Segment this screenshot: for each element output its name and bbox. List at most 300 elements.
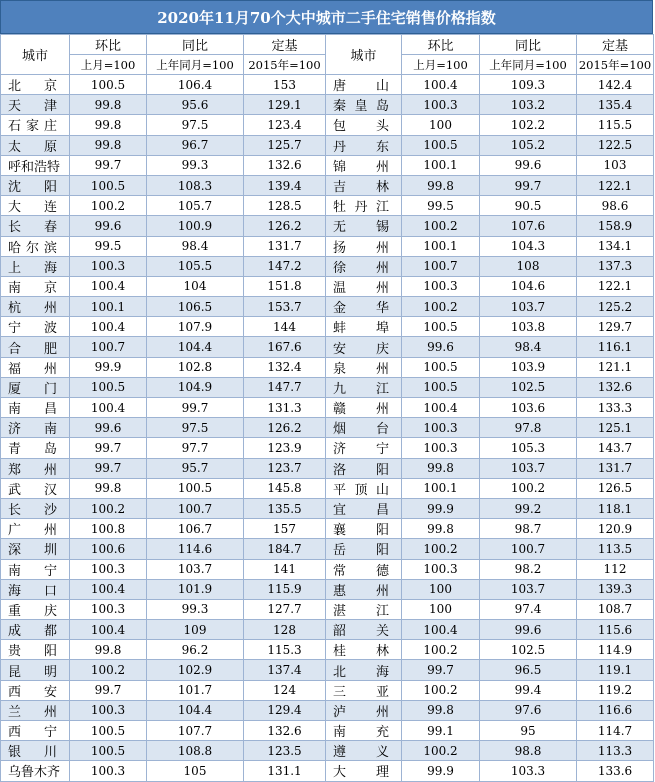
cell-base-right: 143.7 [577, 438, 654, 458]
cell-yoy-left: 104.4 [147, 700, 244, 720]
header-mom-left: 环比 [70, 35, 147, 55]
cell-yoy-right: 105.3 [480, 438, 577, 458]
cell-yoy-right: 100.7 [480, 539, 577, 559]
cell-mom-left: 100.2 [70, 660, 147, 680]
cell-yoy-left: 97.5 [147, 418, 244, 438]
cell-city-right: 襄阳 [326, 519, 402, 539]
cell-yoy-right: 98.7 [480, 519, 577, 539]
cell-city-left: 沈阳 [1, 175, 70, 195]
header-base-right: 定基 [577, 35, 654, 55]
cell-mom-left: 100.8 [70, 519, 147, 539]
cell-yoy-left: 100.7 [147, 498, 244, 518]
cell-city-right: 九江 [326, 377, 402, 397]
cell-city-right: 无锡 [326, 216, 402, 236]
cell-mom-right: 100 [402, 115, 480, 135]
cell-city-right: 安庆 [326, 337, 402, 357]
cell-base-left: 123.9 [244, 438, 326, 458]
cell-mom-left: 99.8 [70, 135, 147, 155]
price-index-table [0, 34, 654, 782]
cell-mom-right: 100.1 [402, 236, 480, 256]
cell-city-left: 大连 [1, 196, 70, 216]
cell-base-right: 115.5 [577, 115, 654, 135]
cell-yoy-right: 105.2 [480, 135, 577, 155]
cell-city-right: 南充 [326, 721, 402, 741]
cell-mom-right: 99.8 [402, 519, 480, 539]
cell-yoy-left: 109 [147, 620, 244, 640]
cell-yoy-right: 104.3 [480, 236, 577, 256]
cell-base-left: 129.4 [244, 700, 326, 720]
cell-base-left: 125.7 [244, 135, 326, 155]
cell-city-left: 宁波 [1, 317, 70, 337]
cell-city-right: 北海 [326, 660, 402, 680]
cell-yoy-right: 100.2 [480, 478, 577, 498]
cell-yoy-left: 99.3 [147, 599, 244, 619]
cell-base-left: 157 [244, 519, 326, 539]
cell-base-right: 114.9 [577, 640, 654, 660]
cell-yoy-right: 104.6 [480, 276, 577, 296]
table-row [1, 478, 654, 498]
cell-yoy-right: 107.6 [480, 216, 577, 236]
cell-mom-right: 100.2 [402, 680, 480, 700]
cell-base-right: 125.1 [577, 418, 654, 438]
cell-city-right: 扬州 [326, 236, 402, 256]
table-row [1, 498, 654, 518]
cell-mom-right: 100 [402, 599, 480, 619]
cell-yoy-right: 109.3 [480, 75, 577, 95]
cell-mom-right: 100.3 [402, 559, 480, 579]
header-mom-sub-right: 上月=100 [402, 55, 480, 75]
cell-base-right: 119.1 [577, 660, 654, 680]
table-row [1, 196, 654, 216]
cell-city-right: 遵义 [326, 741, 402, 761]
cell-mom-right: 99.8 [402, 700, 480, 720]
cell-base-right: 119.2 [577, 680, 654, 700]
cell-city-right: 桂林 [326, 640, 402, 660]
table-row [1, 721, 654, 741]
cell-city-right: 徐州 [326, 256, 402, 276]
table-row [1, 680, 654, 700]
cell-city-left: 上海 [1, 256, 70, 276]
cell-yoy-left: 105 [147, 761, 244, 781]
cell-mom-right: 100.7 [402, 256, 480, 276]
cell-base-right: 135.4 [577, 95, 654, 115]
cell-base-right: 113.3 [577, 741, 654, 761]
cell-yoy-left: 114.6 [147, 539, 244, 559]
cell-yoy-left: 104.4 [147, 337, 244, 357]
cell-mom-left: 99.8 [70, 115, 147, 135]
cell-mom-left: 100.2 [70, 196, 147, 216]
table-row [1, 398, 654, 418]
cell-mom-left: 100.4 [70, 620, 147, 640]
table-row [1, 377, 654, 397]
cell-city-left: 呼和浩特 [1, 155, 70, 175]
cell-city-right: 赣州 [326, 398, 402, 418]
cell-mom-right: 99.8 [402, 175, 480, 195]
table-row [1, 559, 654, 579]
cell-yoy-left: 102.8 [147, 357, 244, 377]
cell-mom-left: 100.4 [70, 579, 147, 599]
cell-mom-left: 99.8 [70, 640, 147, 660]
cell-city-right: 宜昌 [326, 498, 402, 518]
cell-city-left: 石家庄 [1, 115, 70, 135]
cell-mom-right: 100.5 [402, 357, 480, 377]
sheet-title: 2020年11月70个大中城市二手住宅销售价格指数 [0, 0, 653, 34]
cell-city-right: 牡丹江 [326, 196, 402, 216]
table-row [1, 256, 654, 276]
table-row [1, 579, 654, 599]
cell-yoy-left: 103.7 [147, 559, 244, 579]
cell-base-right: 108.7 [577, 599, 654, 619]
cell-mom-right: 100.2 [402, 640, 480, 660]
cell-yoy-right: 97.6 [480, 700, 577, 720]
cell-city-left: 重庆 [1, 599, 70, 619]
cell-mom-right: 100.5 [402, 377, 480, 397]
cell-city-right: 岳阳 [326, 539, 402, 559]
cell-yoy-right: 99.4 [480, 680, 577, 700]
cell-city-left: 西宁 [1, 721, 70, 741]
cell-base-right: 132.6 [577, 377, 654, 397]
cell-base-right: 121.1 [577, 357, 654, 377]
table-row [1, 660, 654, 680]
cell-yoy-left: 108.8 [147, 741, 244, 761]
cell-city-right: 蚌埠 [326, 317, 402, 337]
cell-base-left: 123.4 [244, 115, 326, 135]
cell-yoy-right: 99.6 [480, 155, 577, 175]
cell-mom-left: 100.3 [70, 256, 147, 276]
cell-base-right: 122.5 [577, 135, 654, 155]
cell-base-left: 115.9 [244, 579, 326, 599]
cell-mom-right: 100.3 [402, 95, 480, 115]
cell-yoy-left: 102.9 [147, 660, 244, 680]
cell-yoy-left: 104 [147, 276, 244, 296]
cell-base-right: 125.2 [577, 297, 654, 317]
cell-base-left: 131.3 [244, 398, 326, 418]
cell-yoy-right: 102.5 [480, 640, 577, 660]
cell-base-right: 114.7 [577, 721, 654, 741]
cell-mom-right: 100.1 [402, 478, 480, 498]
cell-base-right: 120.9 [577, 519, 654, 539]
cell-mom-right: 100.2 [402, 741, 480, 761]
table-row [1, 175, 654, 195]
cell-city-left: 福州 [1, 357, 70, 377]
cell-base-left: 145.8 [244, 478, 326, 498]
cell-city-right: 湛江 [326, 599, 402, 619]
cell-base-left: 132.6 [244, 721, 326, 741]
cell-base-left: 147.7 [244, 377, 326, 397]
cell-base-right: 133.3 [577, 398, 654, 418]
cell-city-left: 合肥 [1, 337, 70, 357]
cell-yoy-right: 99.2 [480, 498, 577, 518]
cell-mom-right: 99.1 [402, 721, 480, 741]
cell-base-right: 122.1 [577, 276, 654, 296]
cell-yoy-left: 96.2 [147, 640, 244, 660]
cell-city-left: 济南 [1, 418, 70, 438]
cell-yoy-left: 95.6 [147, 95, 244, 115]
table-row [1, 741, 654, 761]
cell-base-right: 139.3 [577, 579, 654, 599]
cell-mom-right: 99.9 [402, 498, 480, 518]
cell-base-right: 116.6 [577, 700, 654, 720]
cell-base-left: 141 [244, 559, 326, 579]
cell-mom-left: 100.7 [70, 337, 147, 357]
cell-yoy-right: 103.8 [480, 317, 577, 337]
cell-city-left: 成都 [1, 620, 70, 640]
cell-mom-right: 100.1 [402, 155, 480, 175]
cell-mom-right: 99.8 [402, 458, 480, 478]
cell-mom-right: 99.7 [402, 660, 480, 680]
cell-mom-left: 100.5 [70, 721, 147, 741]
cell-mom-left: 99.6 [70, 216, 147, 236]
cell-yoy-left: 99.7 [147, 398, 244, 418]
cell-yoy-right: 103.7 [480, 579, 577, 599]
table-row [1, 539, 654, 559]
cell-mom-left: 100.3 [70, 700, 147, 720]
cell-mom-left: 100.2 [70, 498, 147, 518]
cell-city-right: 大理 [326, 761, 402, 781]
cell-city-left: 乌鲁木齐 [1, 761, 70, 781]
cell-city-right: 烟台 [326, 418, 402, 438]
cell-yoy-left: 99.3 [147, 155, 244, 175]
cell-yoy-left: 106.7 [147, 519, 244, 539]
cell-mom-left: 99.6 [70, 418, 147, 438]
cell-base-right: 129.7 [577, 317, 654, 337]
cell-yoy-right: 103.2 [480, 95, 577, 115]
cell-mom-right: 100.5 [402, 135, 480, 155]
cell-city-left: 银川 [1, 741, 70, 761]
cell-mom-left: 99.8 [70, 95, 147, 115]
header-mom-sub-left: 上月=100 [70, 55, 147, 75]
table-row [1, 458, 654, 478]
table-row [1, 519, 654, 539]
cell-yoy-left: 108.3 [147, 175, 244, 195]
cell-mom-left: 99.5 [70, 236, 147, 256]
cell-city-right: 丹东 [326, 135, 402, 155]
cell-yoy-right: 90.5 [480, 196, 577, 216]
cell-city-right: 泉州 [326, 357, 402, 377]
cell-city-left: 海口 [1, 579, 70, 599]
header-yoy-right: 同比 [480, 35, 577, 55]
cell-city-left: 深圳 [1, 539, 70, 559]
header-yoy-sub-right: 上年同月=100 [480, 55, 577, 75]
cell-base-left: 127.7 [244, 599, 326, 619]
cell-city-left: 青岛 [1, 438, 70, 458]
cell-yoy-left: 100.5 [147, 478, 244, 498]
header-row-top [1, 35, 654, 55]
cell-base-left: 132.6 [244, 155, 326, 175]
cell-yoy-left: 100.9 [147, 216, 244, 236]
cell-mom-left: 100.3 [70, 559, 147, 579]
cell-base-right: 112 [577, 559, 654, 579]
cell-base-left: 147.2 [244, 256, 326, 276]
cell-city-left: 厦门 [1, 377, 70, 397]
table-row [1, 95, 654, 115]
table-row [1, 357, 654, 377]
cell-mom-right: 100.4 [402, 75, 480, 95]
cell-yoy-right: 97.4 [480, 599, 577, 619]
cell-city-left: 西安 [1, 680, 70, 700]
cell-city-right: 温州 [326, 276, 402, 296]
cell-mom-right: 100.3 [402, 276, 480, 296]
cell-mom-left: 100.3 [70, 761, 147, 781]
header-base-left: 定基 [244, 35, 326, 55]
cell-city-left: 兰州 [1, 700, 70, 720]
cell-city-right: 三亚 [326, 680, 402, 700]
cell-base-left: 137.4 [244, 660, 326, 680]
table-row [1, 640, 654, 660]
cell-yoy-right: 103.3 [480, 761, 577, 781]
cell-mom-right: 99.5 [402, 196, 480, 216]
cell-mom-left: 100.5 [70, 377, 147, 397]
cell-base-right: 122.1 [577, 175, 654, 195]
cell-mom-left: 100.4 [70, 317, 147, 337]
cell-base-left: 167.6 [244, 337, 326, 357]
cell-base-right: 126.5 [577, 478, 654, 498]
cell-mom-right: 100.2 [402, 297, 480, 317]
cell-yoy-left: 106.5 [147, 297, 244, 317]
cell-city-left: 南宁 [1, 559, 70, 579]
cell-city-left: 南昌 [1, 398, 70, 418]
cell-mom-left: 100.5 [70, 741, 147, 761]
cell-yoy-left: 97.5 [147, 115, 244, 135]
cell-yoy-right: 103.7 [480, 297, 577, 317]
cell-base-right: 133.6 [577, 761, 654, 781]
table-row [1, 75, 654, 95]
cell-city-left: 长沙 [1, 498, 70, 518]
cell-base-left: 153.7 [244, 297, 326, 317]
cell-yoy-right: 102.2 [480, 115, 577, 135]
cell-city-right: 洛阳 [326, 458, 402, 478]
cell-mom-right: 100.4 [402, 620, 480, 640]
cell-mom-right: 99.6 [402, 337, 480, 357]
table-body [1, 75, 654, 782]
table-row [1, 115, 654, 135]
cell-yoy-right: 102.5 [480, 377, 577, 397]
cell-yoy-left: 107.7 [147, 721, 244, 741]
header-base-sub-right: 2015年=100 [577, 55, 654, 75]
cell-base-left: 126.2 [244, 418, 326, 438]
cell-mom-right: 100.3 [402, 418, 480, 438]
cell-base-left: 126.2 [244, 216, 326, 236]
cell-yoy-right: 97.8 [480, 418, 577, 438]
cell-mom-right: 100 [402, 579, 480, 599]
table-row [1, 297, 654, 317]
cell-yoy-left: 96.7 [147, 135, 244, 155]
cell-yoy-right: 99.7 [480, 175, 577, 195]
table-row [1, 155, 654, 175]
table-row [1, 276, 654, 296]
cell-mom-left: 100.5 [70, 75, 147, 95]
cell-base-left: 135.5 [244, 498, 326, 518]
cell-mom-left: 99.8 [70, 478, 147, 498]
table-row [1, 337, 654, 357]
table-row [1, 438, 654, 458]
cell-city-right: 包头 [326, 115, 402, 135]
cell-city-left: 长春 [1, 216, 70, 236]
cell-city-right: 济宁 [326, 438, 402, 458]
cell-base-left: 144 [244, 317, 326, 337]
cell-mom-right: 100.2 [402, 216, 480, 236]
cell-yoy-left: 98.4 [147, 236, 244, 256]
cell-mom-left: 100.4 [70, 398, 147, 418]
cell-city-left: 太原 [1, 135, 70, 155]
cell-yoy-left: 97.7 [147, 438, 244, 458]
cell-base-left: 123.7 [244, 458, 326, 478]
header-base-sub-left: 2015年=100 [244, 55, 326, 75]
cell-city-right: 韶关 [326, 620, 402, 640]
cell-city-right: 锦州 [326, 155, 402, 175]
cell-yoy-right: 103.7 [480, 458, 577, 478]
table-row [1, 135, 654, 155]
cell-base-left: 131.7 [244, 236, 326, 256]
cell-yoy-left: 101.9 [147, 579, 244, 599]
cell-mom-left: 100.5 [70, 175, 147, 195]
cell-base-right: 142.4 [577, 75, 654, 95]
cell-city-right: 泸州 [326, 700, 402, 720]
header-mom-right: 环比 [402, 35, 480, 55]
cell-city-right: 惠州 [326, 579, 402, 599]
cell-mom-left: 99.7 [70, 155, 147, 175]
cell-yoy-left: 105.7 [147, 196, 244, 216]
cell-city-right: 平顶山 [326, 478, 402, 498]
cell-yoy-right: 99.6 [480, 620, 577, 640]
cell-base-right: 118.1 [577, 498, 654, 518]
cell-base-left: 151.8 [244, 276, 326, 296]
cell-mom-left: 99.7 [70, 680, 147, 700]
cell-city-left: 哈尔滨 [1, 236, 70, 256]
cell-yoy-left: 101.7 [147, 680, 244, 700]
cell-base-right: 98.6 [577, 196, 654, 216]
cell-base-right: 103 [577, 155, 654, 175]
cell-yoy-right: 98.2 [480, 559, 577, 579]
cell-base-left: 131.1 [244, 761, 326, 781]
cell-base-left: 128 [244, 620, 326, 640]
cell-base-right: 131.7 [577, 458, 654, 478]
cell-base-left: 184.7 [244, 539, 326, 559]
cell-yoy-left: 95.7 [147, 458, 244, 478]
cell-city-left: 广州 [1, 519, 70, 539]
cell-base-right: 137.3 [577, 256, 654, 276]
cell-base-right: 116.1 [577, 337, 654, 357]
cell-base-left: 139.4 [244, 175, 326, 195]
cell-base-right: 115.6 [577, 620, 654, 640]
table-row [1, 236, 654, 256]
cell-mom-right: 100.5 [402, 317, 480, 337]
cell-mom-left: 99.7 [70, 438, 147, 458]
cell-city-left: 北京 [1, 75, 70, 95]
cell-city-right: 常德 [326, 559, 402, 579]
table-row [1, 216, 654, 236]
cell-city-left: 贵阳 [1, 640, 70, 660]
cell-yoy-right: 98.8 [480, 741, 577, 761]
table-row [1, 761, 654, 781]
cell-base-left: 115.3 [244, 640, 326, 660]
cell-yoy-right: 95 [480, 721, 577, 741]
cell-mom-left: 100.6 [70, 539, 147, 559]
cell-yoy-left: 106.4 [147, 75, 244, 95]
header-city-left: 城市 [1, 35, 70, 75]
cell-city-left: 武汉 [1, 478, 70, 498]
cell-yoy-right: 98.4 [480, 337, 577, 357]
cell-base-left: 153 [244, 75, 326, 95]
table-row [1, 620, 654, 640]
cell-base-left: 129.1 [244, 95, 326, 115]
cell-city-left: 郑州 [1, 458, 70, 478]
cell-yoy-right: 103.9 [480, 357, 577, 377]
cell-city-right: 吉林 [326, 175, 402, 195]
cell-base-left: 132.4 [244, 357, 326, 377]
cell-city-left: 昆明 [1, 660, 70, 680]
cell-base-left: 123.5 [244, 741, 326, 761]
